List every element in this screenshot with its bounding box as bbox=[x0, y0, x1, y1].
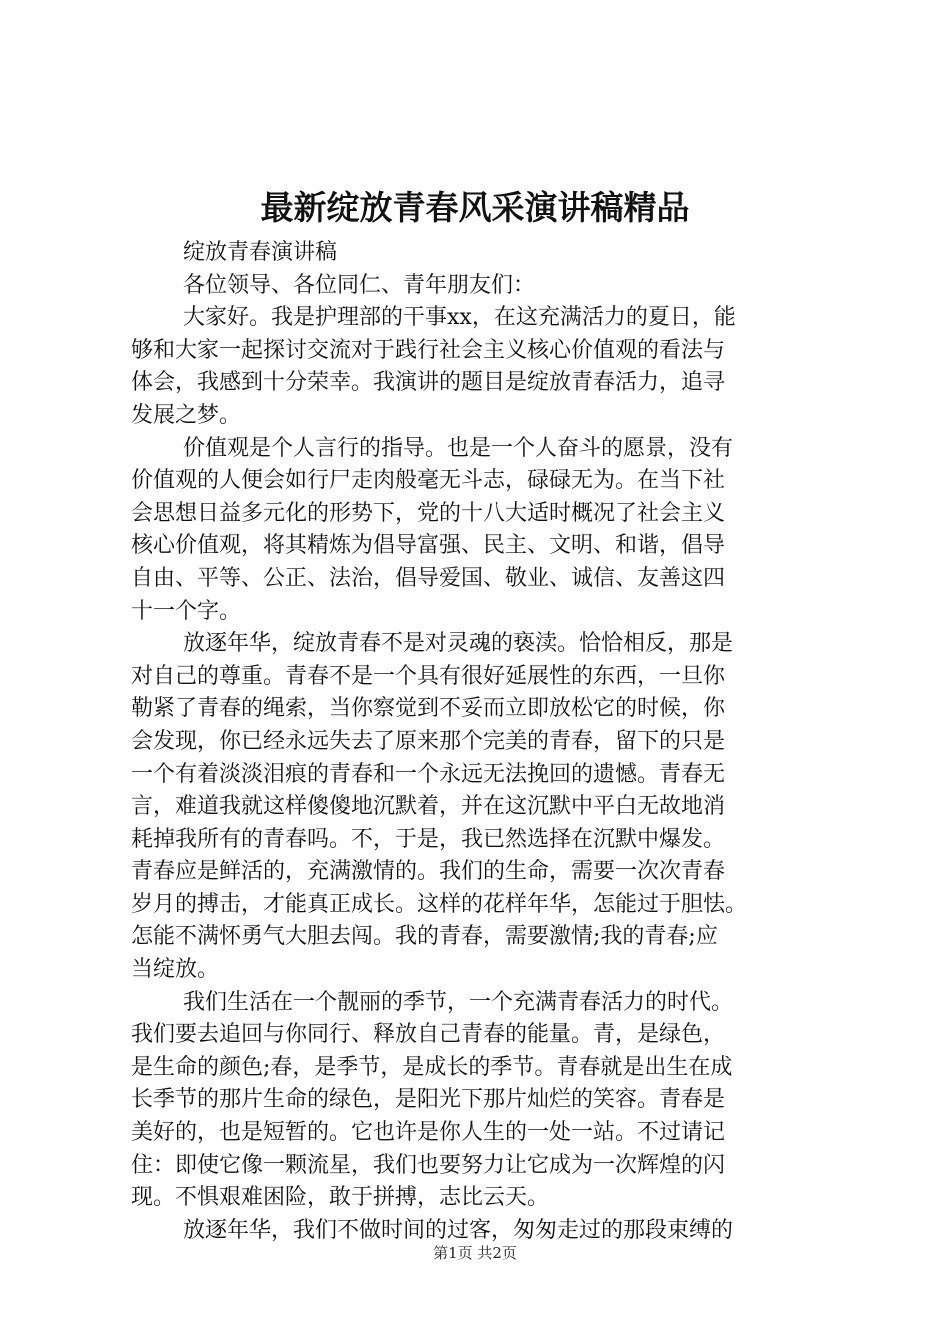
document-title: 最新绽放青春风采演讲稿精品 bbox=[260, 188, 690, 227]
paragraph bbox=[131, 987, 831, 1215]
text-line: 我们生活在一个靓丽的季节，一个充满青春活力的时代。 bbox=[183, 989, 734, 1015]
text-line: 放逐年华，我们不做时间的过客，匆匆走过的那段束缚的 bbox=[183, 1217, 734, 1243]
text-line: 十一个字。 bbox=[131, 598, 242, 624]
text-line: 会发现，你已经永远失去了原来那个完美的青春，留下的只是 bbox=[131, 728, 726, 754]
text-line: 是生命的颜色;春，是季节，是成长的季节。青春就是出生在成 bbox=[131, 1054, 733, 1080]
text-line: 一个有着淡淡泪痕的青春和一个永远无法挽回的遗憾。青春无 bbox=[131, 761, 726, 787]
paragraph bbox=[131, 433, 831, 629]
text-line: 当绽放。 bbox=[131, 957, 220, 983]
text-line: 勒紧了青春的绳索，当你察觉到不妥而立即放松它的时候，你 bbox=[131, 696, 726, 722]
text-line: 核心价值观，将其精炼为倡导富强、民主、文明、和谐，倡导 bbox=[131, 533, 726, 559]
text-line: 绽放青春演讲稿 bbox=[183, 240, 338, 265]
text-line: 大家好。我是护理部的干事xx，在这充满活力的夏日，能 bbox=[183, 305, 736, 331]
page-footer: 第1页 共2页 bbox=[433, 1244, 517, 1262]
text-line: 怎能不满怀勇气大胆去闯。我的青春，需要激情;我的青春;应 bbox=[131, 924, 718, 950]
text-line: 我们要去追回与你同行、释放自己青春的能量。青，是绿色， bbox=[131, 1022, 726, 1048]
paragraph bbox=[131, 237, 831, 270]
paragraph bbox=[131, 302, 831, 432]
text-line: 会思想日益多元化的形势下，党的十八大适时概况了社会主义 bbox=[131, 500, 726, 526]
paragraph bbox=[131, 628, 831, 987]
text-line: 美好的，也是短暂的。它也许是你人生的一处一站。不过请记 bbox=[131, 1120, 726, 1146]
text-line: 各位领导、各位同仁、青年朋友们： bbox=[183, 272, 536, 298]
document-body bbox=[131, 237, 831, 1247]
text-line: 放逐年华，绽放青春不是对灵魂的亵渎。恰恰相反，那是 bbox=[183, 631, 734, 657]
text-line: 体会，我感到十分荣幸。我演讲的题目是绽放青春活力，追寻 bbox=[131, 370, 726, 396]
text-line: 岁月的搏击，才能真正成长。这样的花样年华，怎能过于胆怯。 bbox=[131, 891, 748, 917]
text-line: 言，难道我就这样傻傻地沉默着，并在这沉默中平白无故地消 bbox=[131, 794, 726, 820]
text-line: 价值观是个人言行的指导。也是一个人奋斗的愿景，没有 bbox=[183, 435, 734, 461]
text-line: 价值观的人便会如行尸走肉般毫无斗志，碌碌无为。在当下社 bbox=[131, 468, 726, 494]
text-line: 自由、平等、公正、法治，倡导爱国、敬业、诚信、友善这四 bbox=[131, 565, 726, 591]
text-line: 青春应是鲜活的，充满激情的。我们的生命，需要一次次青春 bbox=[131, 859, 726, 885]
text-line: 住：即使它像一颗流星，我们也要努力让它成为一次辉煌的闪 bbox=[131, 1152, 726, 1178]
paragraph bbox=[131, 270, 831, 303]
text-line: 现。不惧艰难困险，敢于拼搏，志比云天。 bbox=[131, 1185, 550, 1211]
text-line: 够和大家一起探讨交流对于践行社会主义核心价值观的看法与 bbox=[131, 337, 726, 363]
text-line: 耗掉我所有的青春吗。不，于是，我已然选择在沉默中爆发。 bbox=[131, 826, 726, 852]
text-line: 长季节的那片生命的绿色，是阳光下那片灿烂的笑容。青春是 bbox=[131, 1087, 726, 1113]
text-line: 对自己的尊重。青春不是一个具有很好延展性的东西，一旦你 bbox=[131, 663, 726, 689]
text-line: 发展之梦。 bbox=[131, 402, 242, 428]
